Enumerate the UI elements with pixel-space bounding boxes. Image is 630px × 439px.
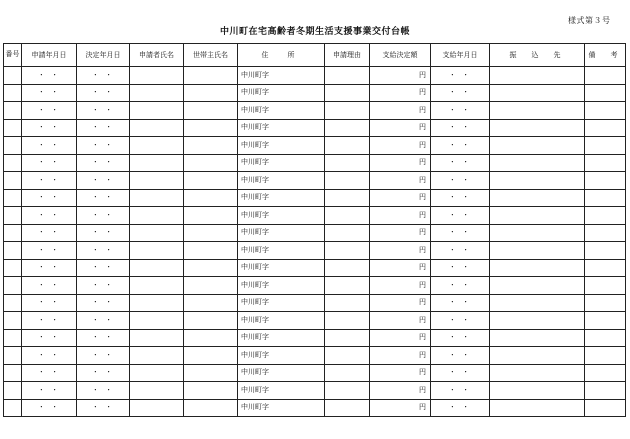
householder-name-cell: [184, 189, 238, 207]
transfer-to-cell: [490, 207, 585, 225]
table-row: [4, 347, 626, 365]
reason-cell: [325, 189, 370, 207]
decided-amount-cell: 円: [370, 277, 431, 295]
header-address: 住 所: [238, 44, 325, 67]
number-cell: [4, 382, 22, 400]
householder-name-cell: [184, 312, 238, 330]
transfer-to-cell: [490, 67, 585, 85]
decided-amount-cell: 円: [370, 119, 431, 137]
address-cell: 中川町字: [238, 137, 325, 155]
table-row: [4, 329, 626, 347]
number-cell: [4, 84, 22, 102]
householder-name-cell: [184, 67, 238, 85]
applicant-name-cell: [130, 294, 184, 312]
application-date-cell: ・ ・: [22, 382, 77, 400]
reason-cell: [325, 102, 370, 120]
application-date-cell: ・ ・: [22, 67, 77, 85]
transfer-to-cell: [490, 102, 585, 120]
address-cell: 中川町字: [238, 154, 325, 172]
payment-date-cell: ・ ・: [431, 207, 490, 225]
decision-date-cell: ・ ・: [77, 312, 130, 330]
reason-cell: [325, 277, 370, 295]
header-decided-amount: 支給決定額: [370, 44, 431, 67]
householder-name-cell: [184, 259, 238, 277]
header-householder-name: 世帯主氏名: [184, 44, 238, 67]
remarks-cell: [585, 242, 626, 260]
number-cell: [4, 294, 22, 312]
table-row: [4, 294, 626, 312]
decided-amount-cell: 円: [370, 399, 431, 417]
reason-cell: [325, 347, 370, 365]
applicant-name-cell: [130, 119, 184, 137]
transfer-to-cell: [490, 259, 585, 277]
application-date-cell: ・ ・: [22, 224, 77, 242]
reason-cell: [325, 67, 370, 85]
decided-amount-cell: 円: [370, 102, 431, 120]
decision-date-cell: ・ ・: [77, 364, 130, 382]
transfer-to-cell: [490, 189, 585, 207]
address-cell: 中川町字: [238, 382, 325, 400]
applicant-name-cell: [130, 259, 184, 277]
applicant-name-cell: [130, 137, 184, 155]
table-row: [4, 207, 626, 225]
address-cell: 中川町字: [238, 84, 325, 102]
householder-name-cell: [184, 382, 238, 400]
reason-cell: [325, 119, 370, 137]
application-date-cell: ・ ・: [22, 172, 77, 190]
remarks-cell: [585, 294, 626, 312]
remarks-cell: [585, 102, 626, 120]
householder-name-cell: [184, 294, 238, 312]
decision-date-cell: ・ ・: [77, 399, 130, 417]
reason-cell: [325, 382, 370, 400]
number-cell: [4, 364, 22, 382]
decision-date-cell: ・ ・: [77, 84, 130, 102]
householder-name-cell: [184, 119, 238, 137]
number-cell: [4, 119, 22, 137]
applicant-name-cell: [130, 329, 184, 347]
table-row: [4, 277, 626, 295]
application-date-cell: ・ ・: [22, 242, 77, 260]
householder-name-cell: [184, 329, 238, 347]
transfer-to-cell: [490, 242, 585, 260]
decision-date-cell: ・ ・: [77, 172, 130, 190]
table-row: [4, 224, 626, 242]
decision-date-cell: ・ ・: [77, 277, 130, 295]
remarks-cell: [585, 67, 626, 85]
number-cell: [4, 399, 22, 417]
application-date-cell: ・ ・: [22, 312, 77, 330]
decided-amount-cell: 円: [370, 154, 431, 172]
payment-date-cell: ・ ・: [431, 259, 490, 277]
remarks-cell: [585, 154, 626, 172]
address-cell: 中川町字: [238, 102, 325, 120]
decision-date-cell: ・ ・: [77, 189, 130, 207]
remarks-cell: [585, 119, 626, 137]
applicant-name-cell: [130, 347, 184, 365]
number-cell: [4, 329, 22, 347]
number-cell: [4, 224, 22, 242]
address-cell: 中川町字: [238, 277, 325, 295]
address-cell: 中川町字: [238, 259, 325, 277]
transfer-to-cell: [490, 154, 585, 172]
reason-cell: [325, 259, 370, 277]
reason-cell: [325, 84, 370, 102]
remarks-cell: [585, 137, 626, 155]
application-date-cell: ・ ・: [22, 154, 77, 172]
decided-amount-cell: 円: [370, 189, 431, 207]
remarks-cell: [585, 224, 626, 242]
remarks-cell: [585, 364, 626, 382]
decision-date-cell: ・ ・: [77, 102, 130, 120]
application-date-cell: ・ ・: [22, 294, 77, 312]
payment-date-cell: ・ ・: [431, 224, 490, 242]
applicant-name-cell: [130, 399, 184, 417]
address-cell: 中川町字: [238, 399, 325, 417]
remarks-cell: [585, 172, 626, 190]
number-cell: [4, 207, 22, 225]
decided-amount-cell: 円: [370, 242, 431, 260]
remarks-cell: [585, 347, 626, 365]
header-decision-date: 決定年月日: [77, 44, 130, 67]
transfer-to-cell: [490, 347, 585, 365]
application-date-cell: ・ ・: [22, 399, 77, 417]
table-row: [4, 399, 626, 417]
table-row: [4, 154, 626, 172]
payment-date-cell: ・ ・: [431, 102, 490, 120]
applicant-name-cell: [130, 102, 184, 120]
address-cell: 中川町字: [238, 312, 325, 330]
decision-date-cell: ・ ・: [77, 119, 130, 137]
reason-cell: [325, 364, 370, 382]
application-date-cell: ・ ・: [22, 189, 77, 207]
application-date-cell: ・ ・: [22, 347, 77, 365]
applicant-name-cell: [130, 154, 184, 172]
payment-date-cell: ・ ・: [431, 67, 490, 85]
payment-date-cell: ・ ・: [431, 242, 490, 260]
payment-date-cell: ・ ・: [431, 312, 490, 330]
decision-date-cell: ・ ・: [77, 259, 130, 277]
application-date-cell: ・ ・: [22, 84, 77, 102]
payment-date-cell: ・ ・: [431, 277, 490, 295]
payment-date-cell: ・ ・: [431, 347, 490, 365]
decided-amount-cell: 円: [370, 347, 431, 365]
householder-name-cell: [184, 207, 238, 225]
decided-amount-cell: 円: [370, 137, 431, 155]
decision-date-cell: ・ ・: [77, 242, 130, 260]
decided-amount-cell: 円: [370, 382, 431, 400]
reason-cell: [325, 154, 370, 172]
decided-amount-cell: 円: [370, 312, 431, 330]
number-cell: [4, 137, 22, 155]
householder-name-cell: [184, 277, 238, 295]
transfer-to-cell: [490, 312, 585, 330]
applicant-name-cell: [130, 172, 184, 190]
remarks-cell: [585, 259, 626, 277]
householder-name-cell: [184, 399, 238, 417]
householder-name-cell: [184, 137, 238, 155]
decision-date-cell: ・ ・: [77, 154, 130, 172]
payment-date-cell: ・ ・: [431, 399, 490, 417]
address-cell: 中川町字: [238, 242, 325, 260]
decision-date-cell: ・ ・: [77, 294, 130, 312]
header-remarks: 備 考: [585, 44, 626, 67]
address-cell: 中川町字: [238, 172, 325, 190]
application-date-cell: ・ ・: [22, 364, 77, 382]
reason-cell: [325, 137, 370, 155]
remarks-cell: [585, 312, 626, 330]
householder-name-cell: [184, 242, 238, 260]
transfer-to-cell: [490, 137, 585, 155]
header-payment-date: 支給年月日: [431, 44, 490, 67]
number-cell: [4, 189, 22, 207]
payment-date-cell: ・ ・: [431, 294, 490, 312]
application-date-cell: ・ ・: [22, 102, 77, 120]
number-cell: [4, 102, 22, 120]
payment-date-cell: ・ ・: [431, 172, 490, 190]
page-title: 中川町在宅高齢者冬期生活支援事業交付台帳: [219, 27, 410, 37]
decision-date-cell: ・ ・: [77, 137, 130, 155]
decided-amount-cell: 円: [370, 329, 431, 347]
applicant-name-cell: [130, 364, 184, 382]
application-date-cell: ・ ・: [22, 259, 77, 277]
payment-date-cell: ・ ・: [431, 84, 490, 102]
decided-amount-cell: 円: [370, 224, 431, 242]
form-number: 様式第３号: [568, 16, 611, 25]
table-body: [4, 67, 626, 417]
payment-date-cell: ・ ・: [431, 382, 490, 400]
remarks-cell: [585, 189, 626, 207]
transfer-to-cell: [490, 224, 585, 242]
address-cell: 中川町字: [238, 347, 325, 365]
decided-amount-cell: 円: [370, 259, 431, 277]
address-cell: 中川町字: [238, 207, 325, 225]
decision-date-cell: ・ ・: [77, 207, 130, 225]
table-header: [4, 44, 626, 67]
table-row: [4, 137, 626, 155]
address-cell: 中川町字: [238, 189, 325, 207]
address-cell: 中川町字: [238, 224, 325, 242]
header-transfer-to: 振 込 先: [490, 44, 585, 67]
decided-amount-cell: 円: [370, 67, 431, 85]
householder-name-cell: [184, 172, 238, 190]
transfer-to-cell: [490, 172, 585, 190]
remarks-cell: [585, 399, 626, 417]
address-cell: 中川町字: [238, 329, 325, 347]
table-row: [4, 312, 626, 330]
applicant-name-cell: [130, 67, 184, 85]
number-cell: [4, 67, 22, 85]
householder-name-cell: [184, 224, 238, 242]
table-row: [4, 172, 626, 190]
remarks-cell: [585, 207, 626, 225]
applicant-name-cell: [130, 189, 184, 207]
reason-cell: [325, 399, 370, 417]
application-date-cell: ・ ・: [22, 277, 77, 295]
decision-date-cell: ・ ・: [77, 67, 130, 85]
applicant-name-cell: [130, 242, 184, 260]
table-row: [4, 119, 626, 137]
reason-cell: [325, 329, 370, 347]
decided-amount-cell: 円: [370, 294, 431, 312]
header-application-date: 申請年月日: [22, 44, 77, 67]
number-cell: [4, 242, 22, 260]
number-cell: [4, 312, 22, 330]
payment-date-cell: ・ ・: [431, 189, 490, 207]
table-row: [4, 189, 626, 207]
reason-cell: [325, 172, 370, 190]
reason-cell: [325, 294, 370, 312]
table-row: [4, 382, 626, 400]
header-row: [4, 44, 626, 67]
reason-cell: [325, 224, 370, 242]
application-date-cell: ・ ・: [22, 207, 77, 225]
householder-name-cell: [184, 347, 238, 365]
reason-cell: [325, 207, 370, 225]
table-row: [4, 102, 626, 120]
decided-amount-cell: 円: [370, 84, 431, 102]
header-reason: 申請理由: [325, 44, 370, 67]
address-cell: 中川町字: [238, 294, 325, 312]
householder-name-cell: [184, 102, 238, 120]
transfer-to-cell: [490, 277, 585, 295]
payment-date-cell: ・ ・: [431, 154, 490, 172]
decision-date-cell: ・ ・: [77, 382, 130, 400]
transfer-to-cell: [490, 119, 585, 137]
decision-date-cell: ・ ・: [77, 347, 130, 365]
ledger-table: [3, 43, 626, 417]
payment-date-cell: ・ ・: [431, 364, 490, 382]
table-row: [4, 259, 626, 277]
householder-name-cell: [184, 154, 238, 172]
payment-date-cell: ・ ・: [431, 137, 490, 155]
applicant-name-cell: [130, 277, 184, 295]
transfer-to-cell: [490, 382, 585, 400]
decided-amount-cell: 円: [370, 207, 431, 225]
reason-cell: [325, 312, 370, 330]
reason-cell: [325, 242, 370, 260]
table-row: [4, 67, 626, 85]
number-cell: [4, 172, 22, 190]
applicant-name-cell: [130, 382, 184, 400]
decision-date-cell: ・ ・: [77, 224, 130, 242]
address-cell: 中川町字: [238, 67, 325, 85]
number-cell: [4, 154, 22, 172]
decision-date-cell: ・ ・: [77, 329, 130, 347]
payment-date-cell: ・ ・: [431, 329, 490, 347]
transfer-to-cell: [490, 399, 585, 417]
table-row: [4, 364, 626, 382]
remarks-cell: [585, 382, 626, 400]
remarks-cell: [585, 277, 626, 295]
header-number: 番号: [4, 44, 22, 67]
householder-name-cell: [184, 84, 238, 102]
householder-name-cell: [184, 364, 238, 382]
remarks-cell: [585, 329, 626, 347]
table-row: [4, 242, 626, 260]
transfer-to-cell: [490, 364, 585, 382]
address-cell: 中川町字: [238, 364, 325, 382]
application-date-cell: ・ ・: [22, 119, 77, 137]
application-date-cell: ・ ・: [22, 137, 77, 155]
remarks-cell: [585, 84, 626, 102]
applicant-name-cell: [130, 224, 184, 242]
number-cell: [4, 277, 22, 295]
transfer-to-cell: [490, 329, 585, 347]
number-cell: [4, 259, 22, 277]
transfer-to-cell: [490, 294, 585, 312]
applicant-name-cell: [130, 84, 184, 102]
applicant-name-cell: [130, 207, 184, 225]
number-cell: [4, 347, 22, 365]
decided-amount-cell: 円: [370, 172, 431, 190]
transfer-to-cell: [490, 84, 585, 102]
applicant-name-cell: [130, 312, 184, 330]
header-applicant-name: 申請者氏名: [130, 44, 184, 67]
application-date-cell: ・ ・: [22, 329, 77, 347]
table-row: [4, 84, 626, 102]
decided-amount-cell: 円: [370, 364, 431, 382]
payment-date-cell: ・ ・: [431, 119, 490, 137]
address-cell: 中川町字: [238, 119, 325, 137]
